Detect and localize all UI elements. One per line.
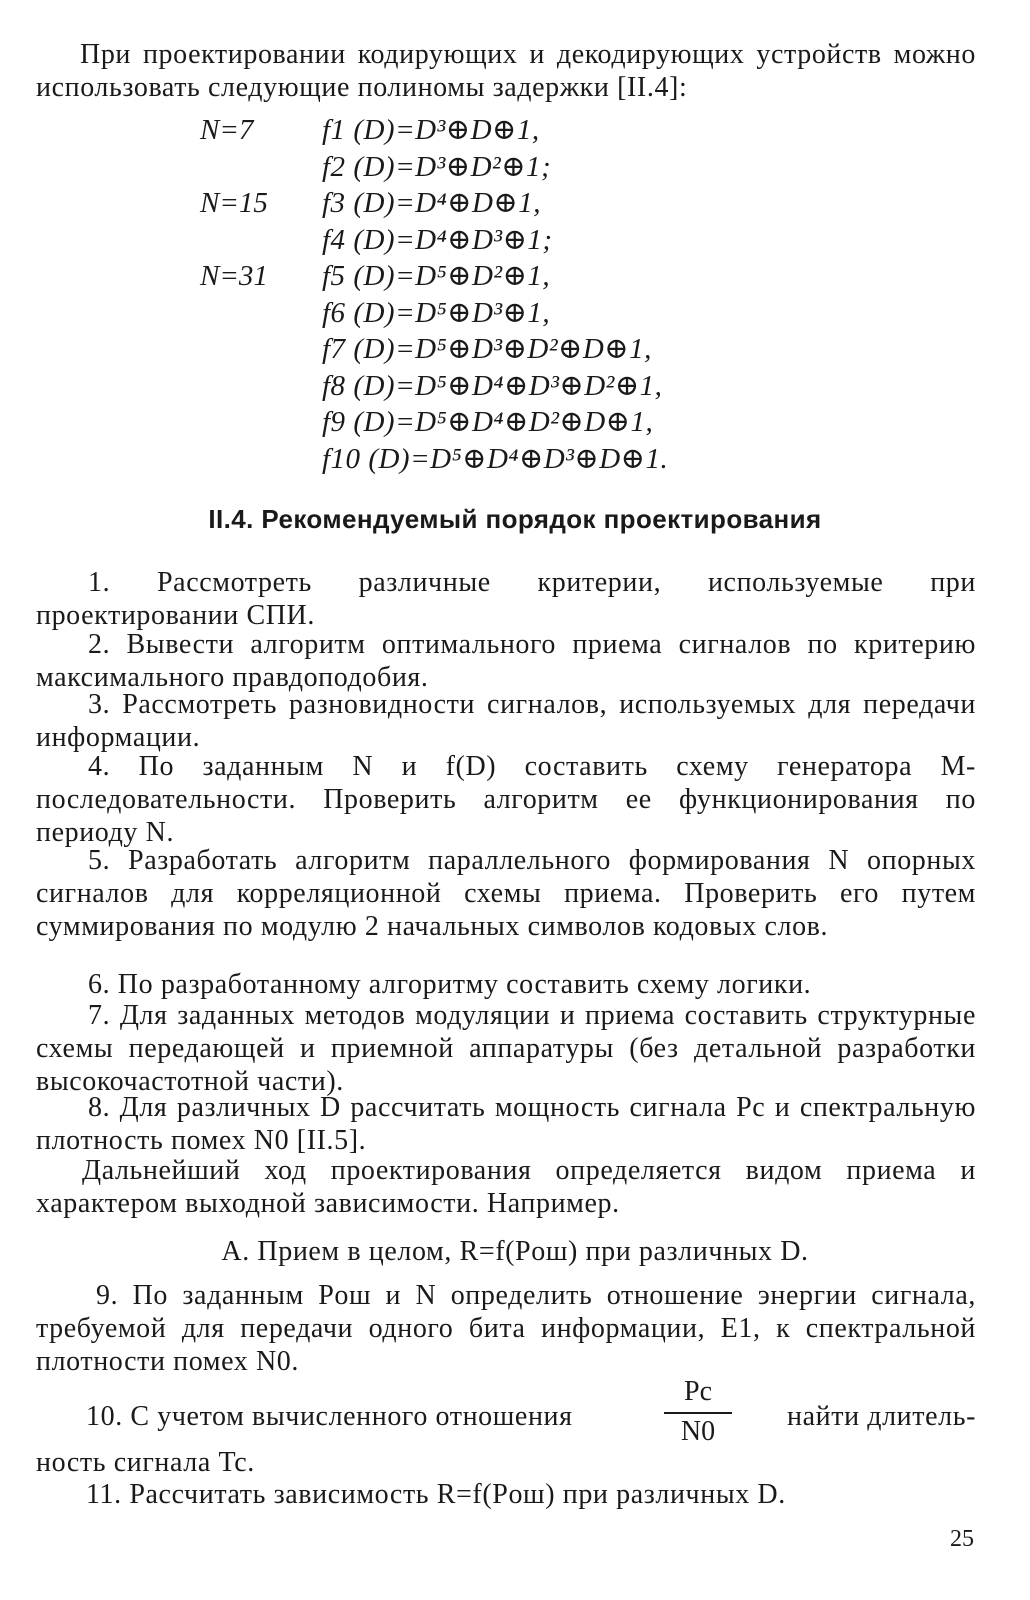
list-item: 5. Разработать алгоритм параллельного формирования N опорных сигналов для корреляционной схемы приема. Проверить его путем суммирования по модулю 2 начальных символов кодовых слов.: [36, 845, 976, 942]
fraction-numerator: Pc: [684, 1376, 712, 1407]
list-item: 2. Вывести алгоритм оптимального приема сигналов по критерию максимального правдоподобия.: [36, 629, 976, 693]
group-label: N=7: [200, 114, 254, 146]
list-item-end: найти длитель-: [787, 1401, 976, 1432]
polynomial-expr: f5 (D)=D⁵⊕D²⊕1,: [322, 260, 551, 292]
list-item: 6. По разработанному алгоритму составить схему логики.: [88, 969, 812, 1000]
list-item: 4. По заданным N и f(D) составить схему генератора M-последовательности. Проверить алгоритм ее функционирования по периоду N.: [36, 751, 976, 848]
fraction-denominator: N0: [680, 1416, 716, 1447]
section-heading: II.4. Рекомендуемый порядок проектирования: [208, 504, 822, 534]
group-label: N=15: [200, 187, 268, 219]
case-heading: А. Прием в целом, R=f(Pош) при различных D.: [221, 1236, 809, 1267]
polynomial-expr: f4 (D)=D⁴⊕D³⊕1;: [322, 223, 553, 256]
list-item-cont: ность сигнала Tc.: [36, 1447, 255, 1478]
page-number: 25: [950, 1526, 974, 1552]
list-item: 7. Для заданных методов модуляции и приема составить структурные схемы передающей и приемной аппаратуры (без детальной разработки высокочастотной части).: [36, 1000, 976, 1097]
polynomial-expr: f7 (D)=D⁵⊕D³⊕D²⊕D⊕1,: [322, 333, 652, 365]
polynomial-expr: f9 (D)=D⁵⊕D⁴⊕D²⊕D⊕1,: [322, 406, 654, 438]
list-item-start: 10. С учетом вычисленного отношения: [86, 1401, 573, 1432]
fraction-bar: [664, 1412, 732, 1414]
polynomial-expr: f6 (D)=D⁵⊕D³⊕1,: [322, 296, 551, 329]
list-item: 3. Рассмотреть разновидности сигналов, используемых для передачи информации.: [36, 689, 976, 753]
list-item: 11. Рассчитать зависимость R=f(Pош) при различных D.: [86, 1479, 786, 1510]
polynomial-expr: f10 (D)=D⁵⊕D⁴⊕D³⊕D⊕1.: [322, 442, 669, 475]
ratio-fraction: [664, 1376, 732, 1450]
list-item: 1. Рассмотреть различные критерии, используемые при проектировании СПИ.: [36, 567, 976, 631]
polynomial-expr: f2 (D)=D³⊕D²⊕1;: [322, 150, 552, 183]
paragraph: Дальнейший ход проектирования определяется видом приема и характером выходной зависимости. Например.: [36, 1155, 976, 1219]
intro-paragraph: При проектировании кодирующих и декодирующих устройств можно использовать следующие полиномы задержки [II.4]:: [36, 39, 976, 103]
group-label: N=31: [200, 260, 268, 292]
list-item: 9. По заданным Pош и N определить отношение энергии сигнала, требуемой для передачи одного бита информации, E1, к спектральной плотности помех N0.: [36, 1280, 976, 1377]
list-item: 8. Для различных D рассчитать мощность сигнала Pc и спектральную плотность помех N0 [II.5].: [36, 1092, 976, 1156]
polynomial-expr: f8 (D)=D⁵⊕D⁴⊕D³⊕D²⊕1,: [322, 369, 663, 402]
polynomial-expr: f1 (D)=D³⊕D⊕1,: [322, 114, 540, 146]
polynomial-expr: f3 (D)=D⁴⊕D⊕1,: [322, 187, 541, 219]
